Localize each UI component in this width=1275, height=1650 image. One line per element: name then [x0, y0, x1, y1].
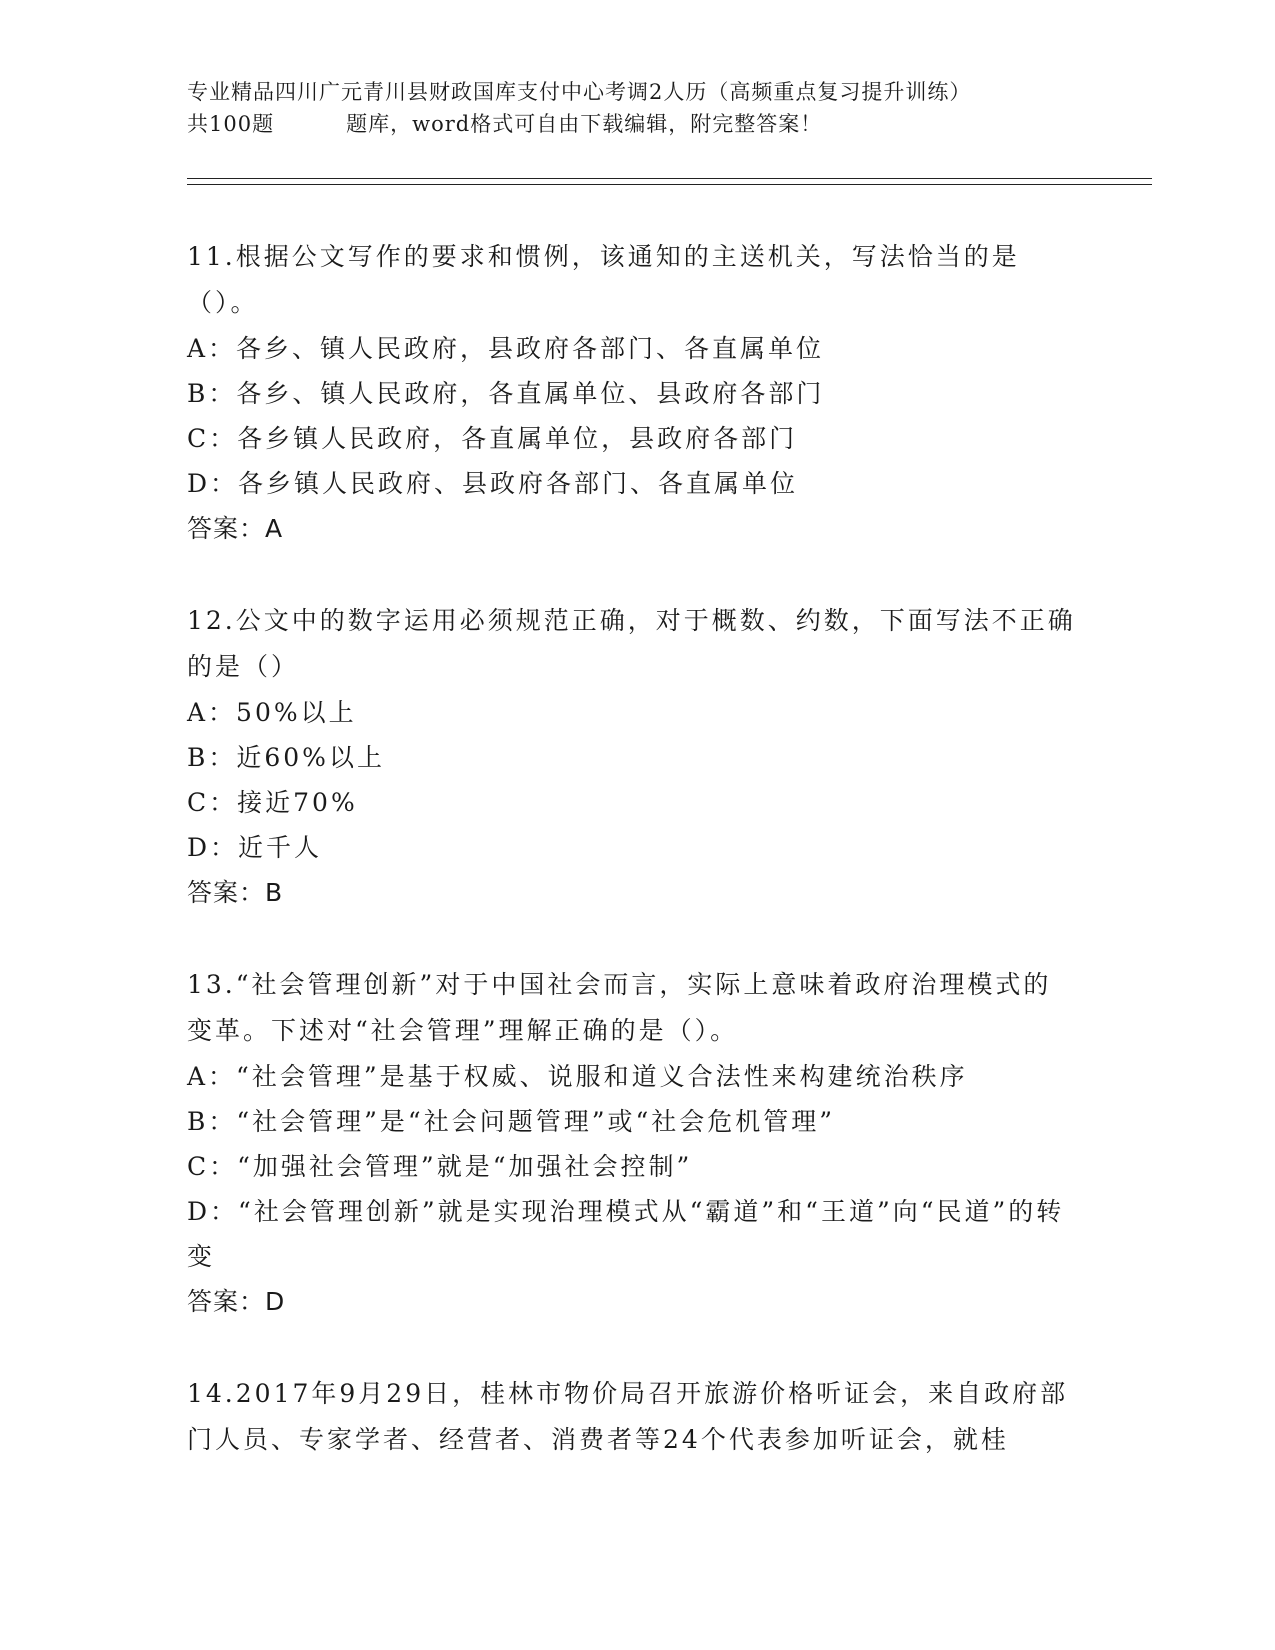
option-c: C：各乡镇人民政府，各直属单位，县政府各部门: [187, 424, 798, 453]
option-d: D：近千人: [187, 833, 323, 862]
option-c: C：“加强社会管理”就是“加强社会控制”: [187, 1152, 693, 1181]
question-answer: 答案：D: [187, 1287, 286, 1316]
header-title-line: 专业精品四川广元青川县财政国库支付中心考调2人历（高频重点复习提升训练）: [187, 80, 972, 104]
question-12: [187, 598, 1077, 916]
option-d: D：“社会管理创新”就是实现治理模式从“霸道”和“王道”向“民道”的转变: [187, 1197, 1065, 1271]
option-c: C：接近70%: [187, 788, 358, 817]
option-a: A：各乡、镇人民政府，县政府各部门、各直属单位: [187, 334, 825, 363]
question-14: [187, 1371, 1077, 1463]
question-list: [187, 234, 1077, 1509]
header-subtitle-line: [187, 108, 1087, 140]
option-b: B：近60%以上: [187, 743, 385, 772]
question-11: [187, 234, 1077, 552]
question-answer: 答案：A: [187, 514, 284, 543]
question-13: [187, 962, 1077, 1325]
option-a: A：50%以上: [187, 698, 357, 727]
question-answer: 答案：B: [187, 878, 284, 907]
header-format-note: 题库，word格式可自由下载编辑，附完整答案！: [346, 112, 823, 136]
header-divider-top: [187, 178, 1152, 179]
option-b: B：“社会管理”是“社会问题管理”或“社会危机管理”: [187, 1107, 836, 1136]
option-b: B：各乡、镇人民政府，各直属单位、县政府各部门: [187, 379, 825, 408]
header-question-count: 共100题: [187, 112, 275, 136]
option-a: A：“社会管理”是基于权威、说服和道义合法性来构建统治秩序: [187, 1062, 968, 1091]
question-stem: 11.根据公文写作的要求和惯例，该通知的主送机关，写法恰当的是（）。: [187, 242, 1020, 317]
header-divider-bottom: [187, 184, 1152, 185]
question-stem: 13.“社会管理创新”对于中国社会而言，实际上意味着政府治理模式的变革。下述对“社会管理”理解正确的是（）。: [187, 970, 1052, 1045]
option-d: D：各乡镇人民政府、县政府各部门、各直属单位: [187, 469, 799, 498]
question-stem: 14.2017年9月29日，桂林市物价局召开旅游价格听证会，来自政府部门人员、专家学者、经营者、消费者等24个代表参加听证会，就桂: [187, 1379, 1069, 1454]
document-header: [187, 76, 1087, 140]
question-stem: 12.公文中的数字运用必须规范正确，对于概数、约数，下面写法不正确的是（）: [187, 606, 1076, 681]
